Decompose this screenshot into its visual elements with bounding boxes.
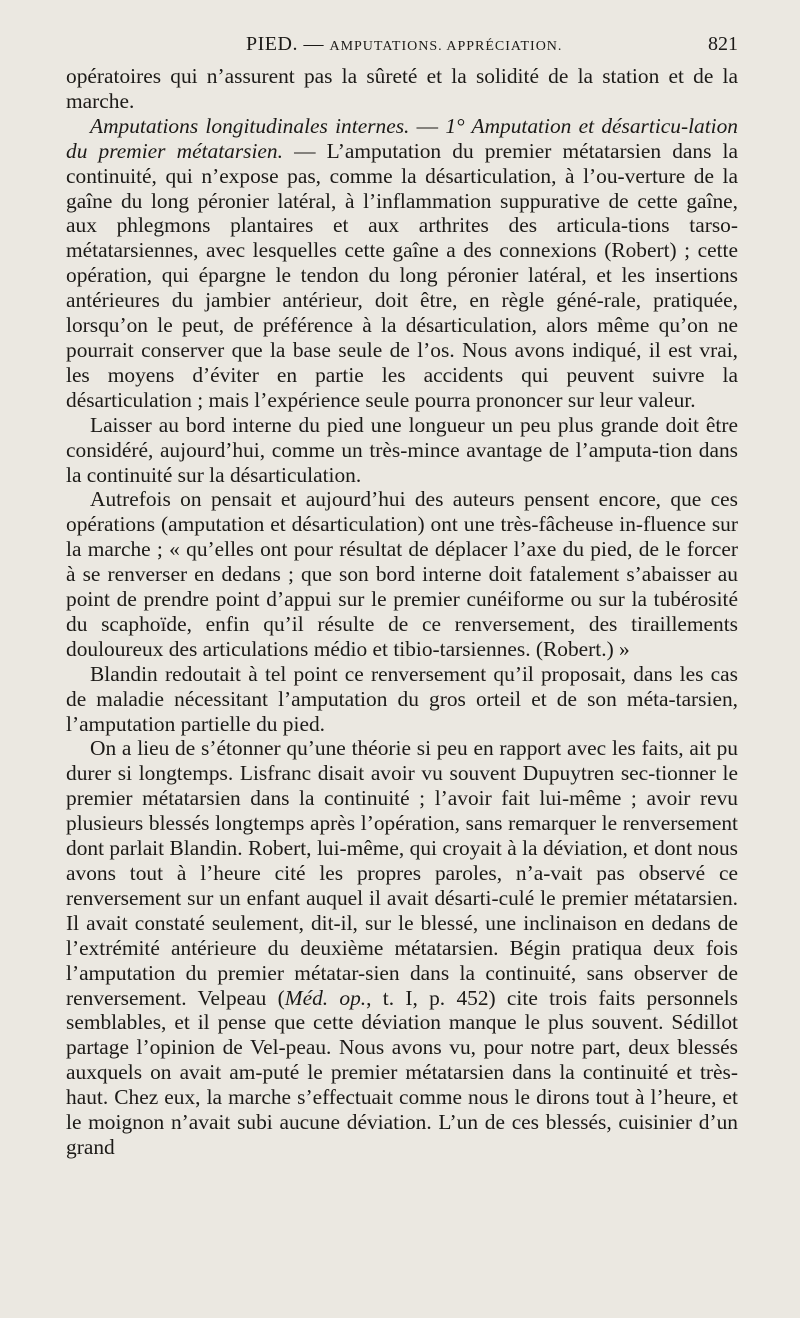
paragraph-5: [66, 662, 738, 737]
paragraph-text: — L’amputation du premier métatarsien dans la continuité, qui n’expose pas, comme la désarticulation, à l’ou-verture de la gaîne du long péronier latéral, à l’inflammation suppurative de cette gaîne, aux phlegmons plantaires et aux arthrites des articula-tions tarso-métatarsiennes, avec lesquelles cette gaîne a des connexions (Robert) ; cette opération, qui épargne le tendon du long péronier latéral, et les insertions antérieures du jambier antérieur, doit être, en règle géné-rale, pratiquée, lorsqu’on le peut, de préférence à la désarticulation, alors même qu’on ne pourrait conserver que la base seule de l’os. Nous avons indiqué, il est vrai, les moyens d’éviter en partie les accidents qui peuvent suivre la désarticulation ; mais l’expérience seule pourra prononcer sur leur valeur.: [66, 138, 738, 412]
header-title: [246, 33, 562, 56]
page-number: 821: [708, 33, 738, 55]
header-title-main: PIED.: [246, 33, 298, 55]
paragraph-text: Autrefois on pensait et aujourd’hui des auteurs pensent encore, que ces opérations (amputation et désarticulation) ont une très-fâcheuse in-fluence sur la marche ; « qu’elles ont pour résultat de déplacer l’axe du pied, de le forcer à se renverser en dedans ; que son bord interne doit fatalement s’abaisser au point de prendre point d’appui sur le premier cunéiforme ou sur la tubérosité du scaphoïde, enfin qu’il résulte de ce renversement, des tiraillements douloureux des articulations médio et tibio-tarsiennes. (Robert.) »: [66, 487, 738, 661]
paragraph-2: [66, 114, 738, 413]
paragraph-text: Laisser au bord interne du pied une longueur un peu plus grande doit être considéré, aujourd’hui, comme un très-mince avantage de l’amputa-tion dans la continuité sur la désarticulation.: [66, 412, 738, 487]
paragraph-text: Blandin redoutait à tel point ce renversement qu’il proposait, dans les cas de maladie nécessitant l’amputation du gros orteil et de son méta-tarsien, l’amputation partielle du pied.: [66, 661, 738, 736]
header-title-dash: —: [297, 33, 330, 55]
paragraph-6: [66, 736, 738, 1159]
reference-italic: Méd. op.: [284, 985, 367, 1010]
header-running-title: AMPUTATIONS. APPRÉCIATION.: [329, 39, 563, 54]
paragraph-1: [66, 64, 738, 114]
paragraph-4: [66, 487, 738, 661]
subsection-heading: 1° Amputation et désarticu-lation du premier métatarsien.: [66, 113, 738, 163]
section-heading: Amputations longitudinales internes.: [90, 113, 410, 138]
paragraph-text: opératoires qui n’assurent pas la sûreté et la solidité de la station et de la marche.: [66, 64, 738, 113]
paragraph-text: On a lieu de s’étonner qu’une théorie si peu en rapport avec les faits, ait pu durer si longtemps. Lisfranc disait avoir vu souvent Dupuytren sec-tionner le premier métatarsien dans la continuité ; l’avoir fait lui-même ; avoir revu plusieurs blessés longtemps après l’opération, sans remarquer le renversement dont parlait Blandin. Robert, lui-même, qui croyait à la déviation, et dont nous avons tout à l’heure cité les propres paroles, n’a-vait pas observé ce renversement sur un enfant auquel il avait désarti-culé le premier métatarsien. Il avait constaté seulement, dit-il, sur le blessé, une inclinaison en dedans de l’extrémité antérieure du deuxième métatarsien. Bégin pratiqua deux fois l’amputation du premier métatar-sien dans la continuité, sans observer de renversement. Velpeau (: [66, 736, 738, 1010]
paragraph-3: [66, 413, 738, 488]
running-header: [66, 33, 738, 59]
page-body: [66, 64, 738, 1160]
heading-separator: —: [409, 113, 446, 138]
paragraph-text: , t. I, p. 452) cite trois faits personnels semblables, et il pense que cette déviation manque le plus souvent. Sédillot partage l’opinion de Vel-peau. Nous avons vu, pour notre part, deux blessés auxquels on avait am-puté le premier métatarsien dans la continuité et très-haut. Chez eux, la marche s’effectuait comme nous le dirons tout à l’heure, et le moignon n’avait subi aucune déviation. L’un de ces blessés, cuisinier d’un grand: [66, 985, 739, 1159]
